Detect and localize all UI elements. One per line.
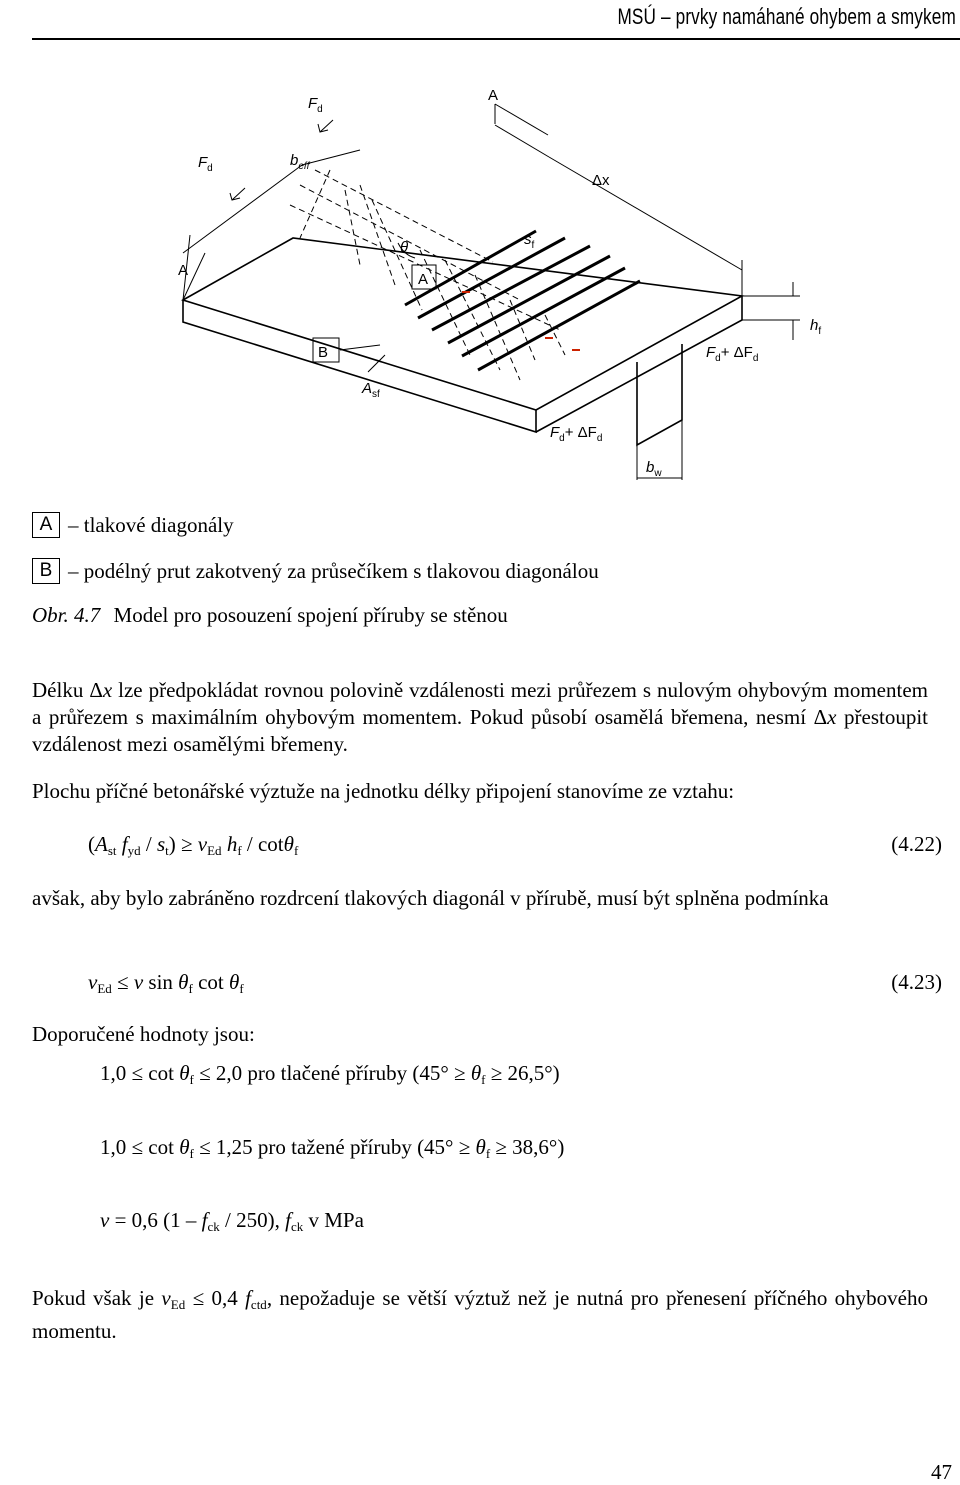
legend-key-a: A (32, 512, 60, 538)
transverse-rebars (405, 231, 640, 370)
slab-right-edge (536, 296, 742, 432)
beff-label: $b_{eff}$ (290, 152, 310, 172)
recommendation-nu: ν = 0,6 $(1 - f_{ck} / 250)$, $f_{ck}$ v MPa (100, 1208, 364, 1234)
a-box-label: A (418, 271, 429, 288)
legend-text-b: – podélný prut zakotvený za průsečíkem s tlakovou diagonálou (68, 558, 599, 583)
page-header: MSÚ – prvky namáhané ohybem a smykem (617, 4, 956, 29)
paragraph-condition: avšak, aby bylo zabráněno rozdrcení tlakových diagonál v přírubě, musí být splněna podmínka (32, 886, 829, 910)
fd-left-label: $F_d$ (198, 154, 213, 174)
b-box-label: B (318, 344, 329, 361)
equation-number-4-22: (4.22) (891, 832, 942, 856)
fd-right-label: $F_d+ \Delta F_d$ (706, 344, 759, 364)
page-number: 47 (931, 1460, 952, 1484)
a-left-label: A (178, 262, 189, 279)
slab-top-face (183, 238, 742, 410)
paragraph-recommended: Doporučené hodnoty jsou: (32, 1022, 255, 1046)
figure-caption (32, 603, 508, 628)
paragraph-no-extra-reinforcement: Pokud však je $\nu_{Ed} \le 0,4$ $f_{ctd}$, nepožaduje se větší výztuž než je nutná pro přenesení příčného ohybového momentu. (32, 1286, 929, 1343)
legend-item-b (32, 558, 599, 584)
legend-text-a: – tlakové diagonály (68, 512, 234, 537)
paragraph-dx: Délku Δx lze předpokládat rovnou polovině vzdálenosti mezi průřezem s nulovým ohybovým momentem a průřezem s maximálním ohybovým momentem. Pokud působí osamělá břemena, nesmí Δx přestoupit vzdálenost mezi osamělými břemeny. (32, 678, 928, 756)
beff-dimension (183, 165, 302, 253)
equation-number-4-23: (4.23) (891, 970, 942, 994)
caption-text: Model pro posouzení spojení příruby se stěnou (113, 603, 508, 627)
dx-label: Δx (592, 172, 610, 189)
fd-bottom-label: $F_d+ \Delta F_d$ (550, 424, 603, 444)
theta-label: θ (400, 239, 409, 256)
caption-prefix: Obr. 4.7 (32, 603, 101, 627)
hf-label: $h_f$ (810, 317, 822, 337)
equation-4-22: ($A_{st}$ $f_{yd} / s_t) \ge \nu_{Ed}$ $h_f / \cot\theta_f$ (88, 832, 299, 858)
legend-item-a (32, 512, 234, 538)
recommendation-tension: $1,0 \le \cot \theta_f \le 1,25$ pro tažené příruby $(45^\circ \ge \theta_f \ge 38,6^\circ)$ (100, 1135, 565, 1161)
flange-web-model-figure (0, 0, 960, 500)
legend-key-b: B (32, 558, 60, 584)
sf-label: $s_f$ (524, 231, 535, 251)
recommendation-compressed: $1,0 \le \cot \theta_f \le 2,0$ pro tlačené příruby $(45^\circ \ge \theta_f \ge 26,5^\circ)$ (100, 1061, 560, 1087)
bw-label: $b_w$ (646, 459, 662, 479)
equation-4-23: $\nu_{Ed} \le \nu$ $\sin \theta_f$ $\cot \theta_f$ (88, 970, 244, 996)
fd-top-label: $F_d$ (308, 95, 323, 115)
web-outline (637, 344, 682, 445)
paragraph-transverse: Plochu příčné betonářské výztuže na jednotku délky připojení stanovíme ze vztahu: (32, 779, 735, 803)
asf-label: $A_{sf}$ (362, 380, 380, 400)
a-top-label: A (488, 87, 499, 104)
